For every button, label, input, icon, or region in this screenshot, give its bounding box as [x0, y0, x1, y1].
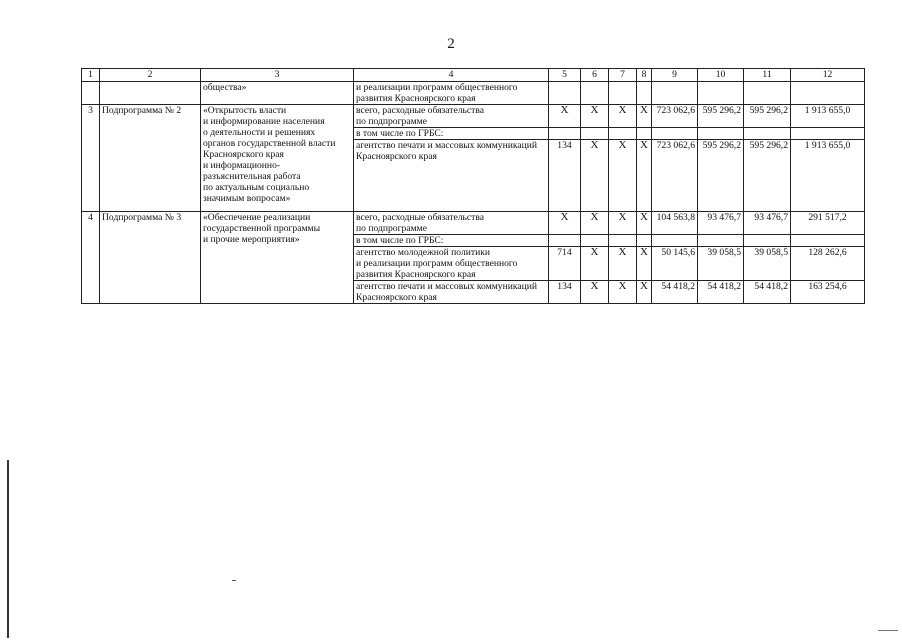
- cell-code: Х: [609, 140, 637, 212]
- cell-value: 595 296,2: [744, 140, 791, 212]
- cell-code: Х: [609, 247, 637, 281]
- cell-code: Х: [581, 281, 609, 304]
- col-header-1: 1: [82, 69, 100, 82]
- row-label: агентство печати и массовых коммуникаций Красноярского края: [354, 281, 549, 304]
- cell-value: 93 476,7: [698, 212, 744, 235]
- cell-value: 723 062,6: [652, 105, 698, 128]
- col-header-6: 6: [581, 69, 609, 82]
- cell-code: Х: [581, 140, 609, 212]
- cell-value: 50 145,6: [652, 247, 698, 281]
- row-number: 3: [82, 105, 100, 212]
- cell-value: 93 476,7: [744, 212, 791, 235]
- cell-code: Х: [581, 212, 609, 235]
- cell-value: 54 418,2: [744, 281, 791, 304]
- subprogram-name: Подпрограмма № 3: [100, 212, 201, 304]
- subprogram-name: Подпрограмма № 2: [100, 105, 201, 212]
- budget-table: [81, 68, 865, 304]
- cell-value: 54 418,2: [698, 281, 744, 304]
- row-label: в том числе по ГРБС:: [354, 235, 549, 247]
- cell-total: 291 517,2: [791, 212, 865, 235]
- cell-code: 714: [549, 247, 581, 281]
- cell-value: 723 062,6: [652, 140, 698, 212]
- cell-value: 39 058,5: [698, 247, 744, 281]
- cell-code: Х: [637, 281, 652, 304]
- row-label: в том числе по ГРБС:: [354, 128, 549, 140]
- row-label: всего, расходные обязательства по подпрограмме: [354, 105, 549, 128]
- cell-code: Х: [549, 212, 581, 235]
- cell-code: Х: [637, 140, 652, 212]
- table-row: [82, 212, 865, 235]
- cell-value: 104 563,8: [652, 212, 698, 235]
- row-number: 4: [82, 212, 100, 304]
- continuation-label: и реализации программ общественного развития Красноярского края: [354, 82, 549, 105]
- scan-edge-mark: [7, 460, 9, 638]
- cell-total: 1 913 655,0: [791, 105, 865, 128]
- cell-code: Х: [609, 281, 637, 304]
- col-header-2: 2: [100, 69, 201, 82]
- col-header-5: 5: [549, 69, 581, 82]
- cell-total: 1 913 655,0: [791, 140, 865, 212]
- subprogram-title: «Открытость власти и информирование населения о деятельности и решениях органов государственной власти Красноярского края и информационно- разъяснительная работа по актуальным социально значимым вопросам»: [201, 105, 354, 212]
- subprogram-title: «Обеспечение реализации государственной программы и прочие мероприятия»: [201, 212, 354, 304]
- cell-value: 595 296,2: [698, 105, 744, 128]
- row-label: агентство печати и массовых коммуникаций Красноярского края: [354, 140, 549, 212]
- cell-code: 134: [549, 140, 581, 212]
- col-header-4: 4: [354, 69, 549, 82]
- cell-code: Х: [637, 212, 652, 235]
- cell-value: 54 418,2: [652, 281, 698, 304]
- cell-code: Х: [637, 247, 652, 281]
- col-header-9: 9: [652, 69, 698, 82]
- cell-total: 128 262,6: [791, 247, 865, 281]
- cell-code: Х: [637, 105, 652, 128]
- cell-value: 39 058,5: [744, 247, 791, 281]
- scan-corner-mark: [878, 630, 898, 631]
- col-header-7: 7: [609, 69, 637, 82]
- cell-total: 163 254,6: [791, 281, 865, 304]
- cell-code: Х: [581, 105, 609, 128]
- scan-speck: [232, 580, 236, 581]
- col-header-12: 12: [791, 69, 865, 82]
- cell-code: Х: [581, 247, 609, 281]
- col-header-8: 8: [637, 69, 652, 82]
- col-header-11: 11: [744, 69, 791, 82]
- cell-value: 595 296,2: [698, 140, 744, 212]
- cell-code: Х: [549, 105, 581, 128]
- cell-code: Х: [609, 105, 637, 128]
- col-header-3: 3: [201, 69, 354, 82]
- cell-code: Х: [609, 212, 637, 235]
- row-label: агентство молодежной политики и реализации программ общественного развития Красноярского края: [354, 247, 549, 281]
- col-header-10: 10: [698, 69, 744, 82]
- page-number: 2: [447, 36, 455, 52]
- cell-value: 595 296,2: [744, 105, 791, 128]
- column-numbers-row: [82, 69, 865, 82]
- continuation-title: общества»: [201, 82, 354, 105]
- cell-code: 134: [549, 281, 581, 304]
- table-row: [82, 105, 865, 128]
- row-label: всего, расходные обязательства по подпрограмме: [354, 212, 549, 235]
- table-row: [82, 82, 865, 105]
